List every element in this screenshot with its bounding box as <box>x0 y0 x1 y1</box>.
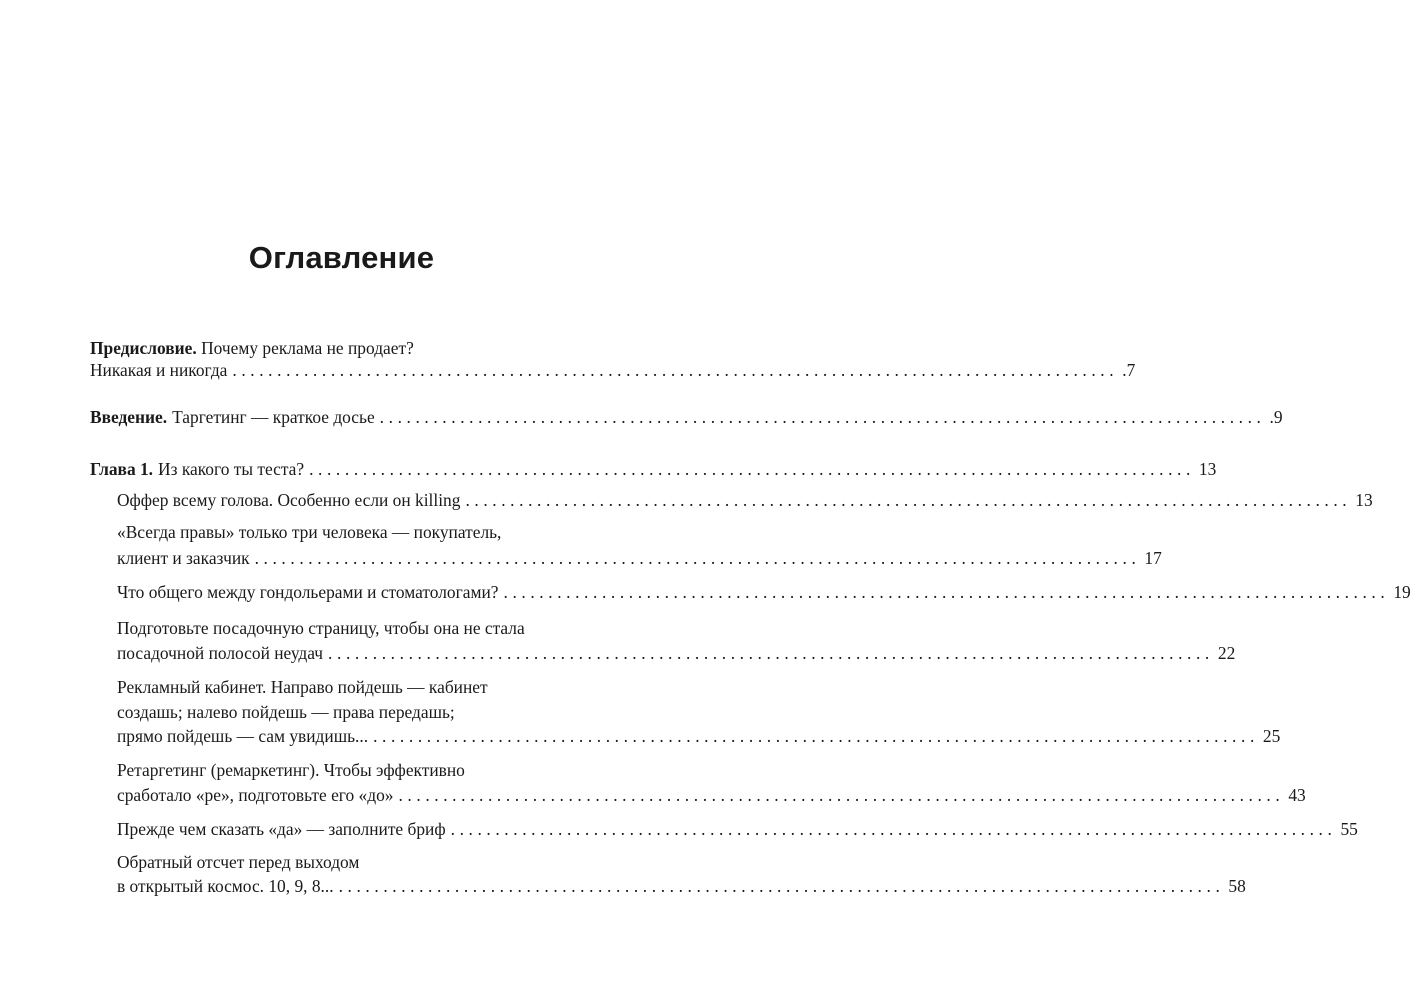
entry-title-continued: клиент и заказчик <box>117 548 250 568</box>
entry-label: Предисловие. <box>90 338 197 358</box>
dot-leader: ................................................................................................... <box>373 726 1259 746</box>
dot-leader: ................................................................................................... <box>338 876 1225 896</box>
entry-title: Обратный отсчет перед выходом <box>117 852 360 872</box>
dot-leader: ................................................................................................... <box>465 490 1352 510</box>
entry-title: Прежде чем сказать «да» — заполните бриф <box>117 819 446 839</box>
entry-title: Почему реклама не продает? <box>201 338 414 358</box>
toc-section-countdown-cont[interactable] <box>117 872 1246 900</box>
page-number: 17 <box>1144 548 1162 568</box>
page-number: 19 <box>1393 582 1411 602</box>
dot-leader: ................................................................................................... <box>254 548 1141 568</box>
entry-title: Из какого ты теста? <box>158 459 305 479</box>
entry-title: «Всегда правы» только три человека — покупатель, <box>117 522 502 542</box>
toc-entry-intro[interactable] <box>90 403 1283 431</box>
toc-section-ad-cabinet[interactable] <box>117 673 597 701</box>
toc-section-ad-cabinet-cont2[interactable] <box>117 722 1281 750</box>
page-number: .9 <box>1269 407 1283 427</box>
toc-section-offer[interactable] <box>117 486 1373 514</box>
page-number: .7 <box>1122 360 1136 380</box>
dot-leader: ................................................................................................... <box>309 459 1195 479</box>
entry-title: Подготовьте посадочную страницу, чтобы она не стала <box>117 618 525 638</box>
entry-label: Введение. <box>90 407 168 427</box>
toc-section-always-right[interactable] <box>117 518 597 546</box>
dot-leader: ................................................................................................... <box>328 643 1214 663</box>
entry-title-continued: посадочной полосой неудач <box>117 643 324 663</box>
dot-leader: ................................................................................................... <box>379 407 1266 427</box>
page-number: 55 <box>1340 819 1358 839</box>
dot-leader: ................................................................................................... <box>232 360 1119 380</box>
toc-section-gondoliers[interactable] <box>117 578 1411 606</box>
toc-section-brief[interactable] <box>117 815 1358 843</box>
entry-title: Таргетинг — краткое досье <box>172 407 375 427</box>
page-number: 22 <box>1217 643 1236 663</box>
toc-entry-chapter-1[interactable] <box>90 455 1217 483</box>
entry-title-continued: сработало «ре», подготовьте его «до» <box>117 785 394 805</box>
dot-leader: ................................................................................................... <box>503 582 1390 602</box>
toc-entry-preface-cont[interactable] <box>90 356 1136 384</box>
page-number: 58 <box>1228 876 1246 896</box>
entry-title-continued: Никакая и никогда <box>90 360 228 380</box>
entry-title: Рекламный кабинет. Направо пойдешь — кабинет <box>117 677 488 697</box>
entry-title-continued: в открытый космос. 10, 9, 8... <box>117 876 334 896</box>
entry-label: Глава 1. <box>90 459 154 479</box>
entry-title: Что общего между гондольерами и стоматологами? <box>117 582 499 602</box>
toc-section-retargeting[interactable] <box>117 756 597 784</box>
entry-title: Ретаргетинг (ремаркетинг). Чтобы эффективно <box>117 760 465 780</box>
page-number: 25 <box>1262 726 1281 746</box>
page-number: 13 <box>1355 490 1373 510</box>
toc-section-landing-page[interactable] <box>117 614 597 642</box>
toc-section-always-right-cont[interactable] <box>117 544 1162 572</box>
page-number: 43 <box>1288 785 1306 805</box>
page-number: 13 <box>1198 459 1217 479</box>
dot-leader: ................................................................................................... <box>398 785 1285 805</box>
dot-leader: ................................................................................................... <box>450 819 1337 839</box>
page-title: Оглавление <box>248 240 435 275</box>
entry-title-continued: создашь; налево пойдешь — права передашь; <box>117 702 455 722</box>
toc-section-landing-page-cont[interactable] <box>117 639 1236 667</box>
entry-title: Оффер всему голова. Особенно если он killing <box>117 490 461 510</box>
toc-section-retargeting-cont[interactable] <box>117 781 1306 809</box>
entry-title-continued: прямо пойдешь — сам увидишь... <box>117 726 369 746</box>
